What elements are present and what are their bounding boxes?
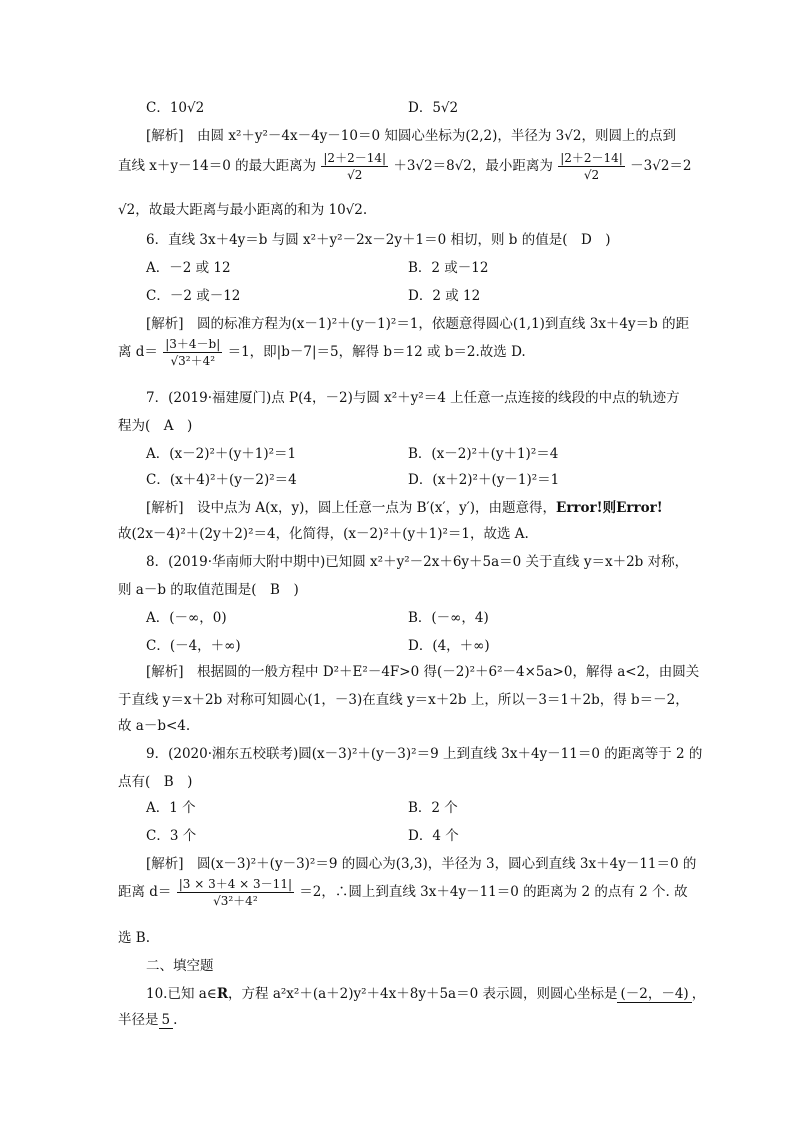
- fraction-denominator: √2: [321, 166, 388, 181]
- q6-solution-text-b: ＝1，即|b－7|＝5，解得 b＝12 或 b＝2.故选 D.: [227, 344, 526, 360]
- q7-solution-line2: 故(2x－4)²＋(2y＋2)²＝4，化简得，(x－2)²＋(y＋1)²＝1，故选 A.: [118, 526, 529, 542]
- q9-option-d: D．4 个: [408, 828, 459, 844]
- fraction-numerator: |2＋2－14|: [560, 151, 623, 165]
- q8-option-b: B．(－∞，4): [408, 610, 489, 626]
- q5-solution-line3: √2，故最大距离与最小距离的和为 10√2.: [118, 202, 368, 218]
- q6-solution-line1: [解析] 圆的标准方程为(x－1)²＋(y－1)²＝1，依题意得圆心(1,1)到直线 3x＋4y＝b 的距: [146, 316, 690, 332]
- q8-option-a: A．(－∞，0): [146, 610, 227, 626]
- q10-text-radius-label: 半径是: [118, 1012, 159, 1028]
- q9-solution-line2: [118, 878, 688, 907]
- q6-solution-text-a: 离 d＝: [118, 344, 158, 360]
- q5-solution-line1: [解析] 由圆 x²＋y²－4x－4y－10＝0 知圆心坐标为(2,2)，半径为 3√2，则圆上的点到: [146, 128, 676, 144]
- q9-solution-line3: 选 B.: [118, 930, 151, 946]
- q8-solution-line2: 于直线 y＝x＋2b 对称可知圆心(1，－3)在直线 y＝x＋2b 上，所以－3＝1＋2b，得 b＝－2，: [118, 692, 689, 708]
- fraction-denominator: √3²＋4²: [177, 892, 294, 907]
- q8-option-d: D．(4，＋∞): [408, 638, 490, 654]
- q5-option-c: C．10√2: [146, 100, 205, 116]
- q8-stem-line2: 则 a－b 的取值范围是( B ): [118, 582, 299, 598]
- q7-option-b: B．(x－2)²＋(y＋1)²＝4: [408, 446, 559, 462]
- q8-solution-line3: 故 a－b<4.: [118, 718, 191, 734]
- q9-option-a: A．1 个: [146, 800, 196, 816]
- q10-text-end: .: [173, 1012, 178, 1028]
- q7-solution-text: [解析] 设中点为 A(x，y)，圆上任意一点为 B′(x′，y′)，由题意得，: [146, 500, 557, 516]
- q5-fraction-max: [321, 152, 388, 181]
- q5-option-d: D．5√2: [408, 100, 459, 116]
- q7-stem-line2: 程为( A ): [118, 418, 193, 434]
- q8-stem-line1: 8．(2019·华南师大附中期中)已知圆 x²＋y²－2x＋6y＋5a＝0 关于直线 y＝x＋2b 对称，: [146, 554, 689, 570]
- q9-solution-text-b: ＝2，∴圆上到直线 3x＋4y－11＝0 的距离为 2 的点有 2 个. 故: [299, 884, 688, 900]
- q5-solution-text-b: ＋3√2＝8√2，最小距离为: [393, 158, 553, 174]
- q6-option-c: C．－2 或－12: [146, 288, 241, 304]
- q9-stem-line1: 9．(2020·湘东五校联考)圆(x－3)²＋(y－3)²＝9 上到直线 3x＋4y－11＝0 的距离等于 2 的: [146, 746, 703, 762]
- fraction-denominator: √3²＋4²: [163, 352, 222, 367]
- q9-fraction-distance: [177, 878, 294, 907]
- q9-option-c: C．3 个: [146, 828, 197, 844]
- q7-option-d: D．(x＋2)²＋(y－1)²＝1: [408, 472, 560, 488]
- q10-stem-line2: [118, 1008, 177, 1028]
- q7-solution-line1: [146, 496, 663, 516]
- q8-option-c: C．(－4，＋∞): [146, 638, 241, 654]
- fraction-numerator: |3 × 3＋4 × 3－11|: [178, 877, 292, 891]
- q9-solution-text-a: 距离 d＝: [118, 884, 172, 900]
- q6-option-b: B．2 或－12: [408, 260, 489, 276]
- q9-stem-line2: 点有( B ): [118, 774, 193, 790]
- q5-solution-text-c: －3√2＝2: [630, 158, 692, 174]
- q10-answer-blank-radius: 5: [159, 1012, 174, 1029]
- q5-solution-text-a: 直线 x＋y－14＝0 的最大距离为: [118, 158, 317, 174]
- q6-option-d: D．2 或 12: [408, 288, 481, 304]
- q5-solution-line2: [118, 152, 692, 181]
- fraction-numerator: |3＋4－b|: [165, 337, 221, 351]
- fraction-denominator: √2: [558, 166, 625, 181]
- real-numbers-symbol: R: [216, 986, 229, 1002]
- q8-solution-line1: [解析] 根据圆的一般方程中 D²＋E²－4F>0 得(－2)²＋6²－4×5a>0，解得 a<2，由圆关: [146, 664, 700, 680]
- q10-stem-text-b: ，方程 a²x²＋(a＋2)y²＋4x＋8y＋5a＝0 表示圆，则圆心坐标是: [228, 986, 618, 1002]
- q7-option-a: A．(x－2)²＋(y＋1)²＝1: [146, 446, 297, 462]
- section-heading-fill-in: 二、填空题: [146, 958, 214, 974]
- q9-solution-line1: [解析] 圆(x－3)²＋(y－3)²＝9 的圆心为(3,3)，半径为 3，圆心到直线 3x＋4y－11＝0 的: [146, 856, 697, 872]
- q6-fraction-distance: [163, 338, 222, 367]
- q10-answer-blank-center: (－2，－4): [617, 986, 691, 1003]
- q10-stem-text-a: 10.已知 a∈: [146, 986, 217, 1002]
- q7-stem-line1: 7．(2019·福建厦门)点 P(4，－2)与圆 x²＋y²＝4 上任意一点连接的线段的中点的轨迹方: [146, 390, 680, 406]
- q10-stem-text-c: ，: [691, 986, 706, 1002]
- q6-solution-line2: [118, 338, 526, 367]
- q9-option-b: B．2 个: [408, 800, 458, 816]
- q5-fraction-min: [558, 152, 625, 181]
- q10-stem-line1: [146, 982, 705, 1002]
- q7-error-text: Error!则Error!: [556, 500, 663, 516]
- q6-stem: 6．直线 3x＋4y＝b 与圆 x²＋y²－2x－2y＋1＝0 相切，则 b 的值是( D ): [146, 232, 611, 248]
- fraction-numerator: |2＋2－14|: [323, 151, 387, 165]
- q6-option-a: A．－2 或 12: [146, 260, 231, 276]
- q7-option-c: C．(x＋4)²＋(y－2)²＝4: [146, 472, 297, 488]
